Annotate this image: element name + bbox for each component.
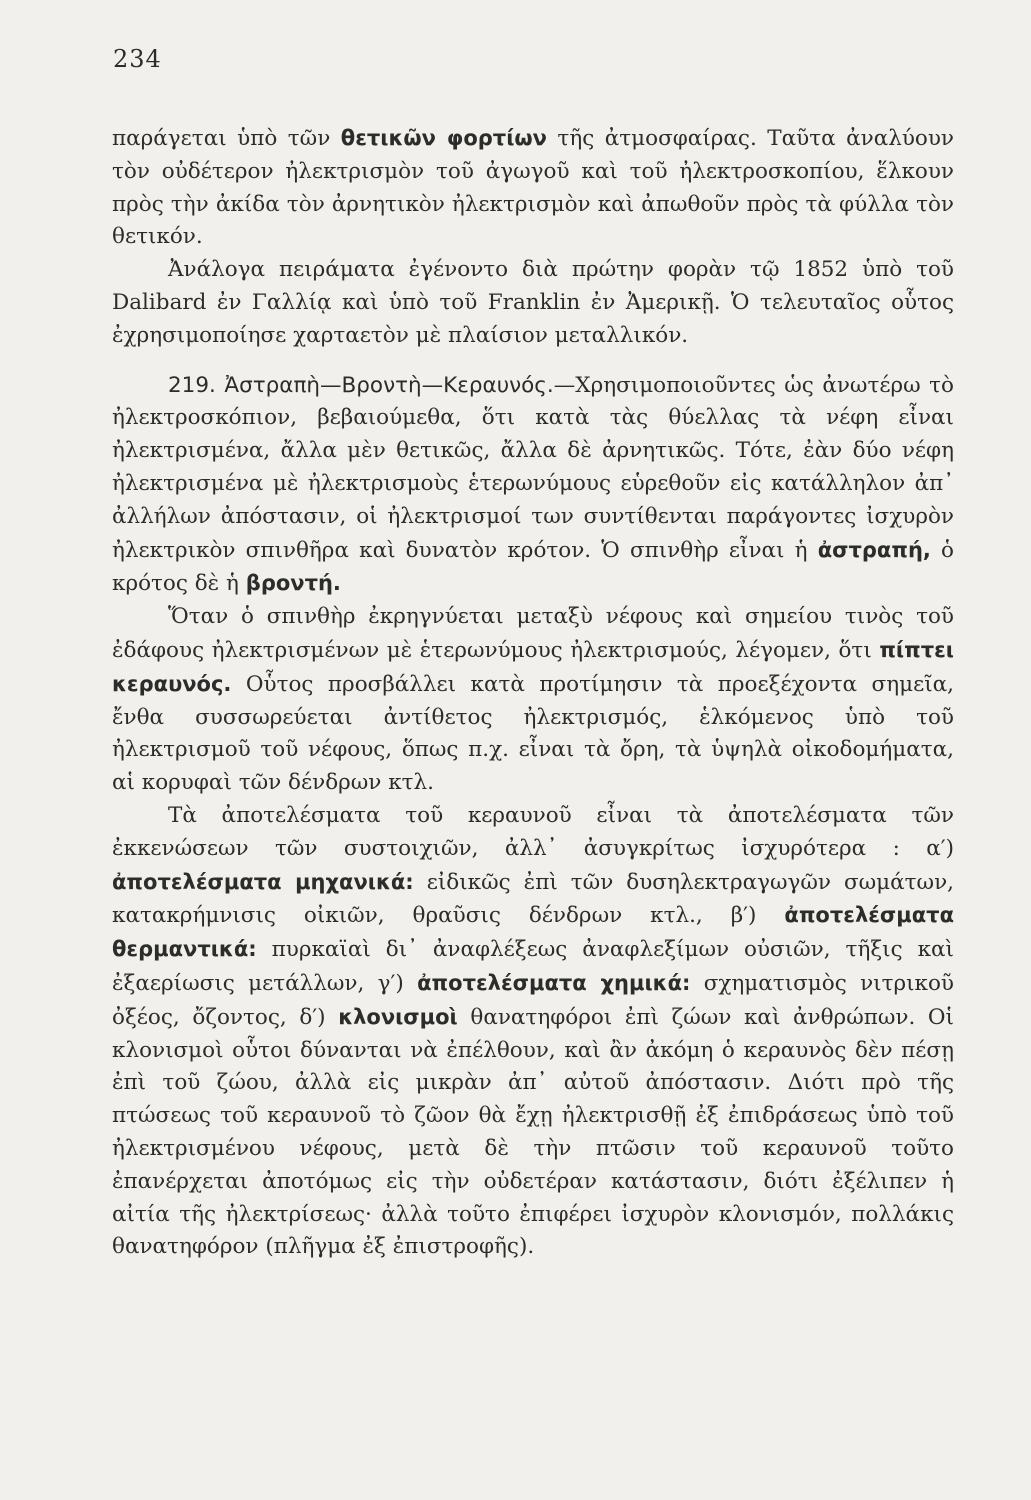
- p4-text-c: Οὗτος προσβάλλει κατὰ προτίμησιν τὰ προεξέχοντα σημεῖα, ἔνθα συσσωρεύεται ἀντίθετος ἠλεκτρισμός, ἑλκόμενος ὑπὸ τοῦ ἠλεκτρισμοῦ τοῦ νέφους, ὅπως π.χ. εἶναι τὰ ὄρη, τὰ ὑψηλὰ οἰκοδομήματα, αἱ κορυφαὶ τῶν δένδρων κτλ.: [112, 671, 954, 796]
- term-shocks: κλονισμοὶ: [338, 1004, 458, 1029]
- term-chemical-effects: ἀποτελέσματα χημικά:: [417, 970, 691, 995]
- p3-text-b: ὁ κρότος δὲ ἡ: [112, 537, 954, 597]
- p1-text-a: παράγεται ὑπὸ τῶν: [112, 126, 341, 151]
- p5-text-e: σχηματισμὸς νιτρικοῦ ὀξέος, ὄζοντος, δ′): [112, 970, 954, 1030]
- paragraph-thunderbolt: [112, 601, 954, 800]
- term-lightning: ἀστραπή,: [817, 537, 931, 562]
- p4-text-a: Ὅταν ὁ σπινθὴρ ἐκρηγνύεται μεταξὺ νέφους καὶ σημείου τινὸς τοῦ ἐδάφους ἠλεκτρισμένων μὲ ἑτερωνύμους ἠλεκτρισμούς, λέγομεν, ὅτι: [112, 604, 954, 663]
- p1-text-c: τῆς ἀτμοσφαίρας. Ταῦτα ἀναλύουν τὸν οὐδέτερον ἠλεκτρισμὸν τοῦ ἀγωγοῦ καὶ τοῦ ἠλεκτροσκοπίου, ἕλκουν πρὸς τὴν ἀκίδα τὸν ἀρνητικὸν ἠλεκτρισμὸν καὶ ἀπωθοῦν πρὸς τὰ φύλλα τὸν θετικόν.: [112, 126, 954, 250]
- term-thunderbolt-falls: πίπτει κεραυνός.: [112, 637, 954, 696]
- paragraph-effects: [112, 800, 954, 1264]
- term-thermal-effects: ἀποτελέσματα θερμαντικά:: [112, 903, 954, 962]
- p5-text-d: πυρκαϊαὶ δι᾽ ἀναφλέξεως ἀναφλεξίμων οὐσιῶν, τῆξις καὶ ἐξαερίωσις μετάλλων, γ′): [112, 937, 954, 996]
- term-mechanical-effects: ἀποτελέσματα μηχανικά:: [112, 869, 414, 894]
- p3-text-a: —Χρησιμοποιοῦντες ὡς ἀνωτέρω τὸ ἠλεκτροσκόπιον, βεβαιούμεθα, ὅτι κατὰ τὰς θύελλας τὰ νέφη εἶναι ἠλεκτρισμένα, ἄλλα μὲν θετικῶς, ἄλλα δὲ ἀρνητικῶς. Τότε, ἐὰν δύο νέφη ἠλεκτρισμένα μὲ ἠλεκτρισμοὺς ἑτερωνύμους εὑρεθοῦν εἰς κατάλληλον ἀπ᾽ ἀλλήλων ἀπόστασιν, οἱ ἠλεκτρισμοί των συντίθενται παράγοντες ἰσχυρὸν ἠλεκτρικὸν σπινθῆρα καὶ δυνατὸν κρότον. Ὁ σπινθὴρ εἶναι ἡ: [112, 372, 954, 563]
- section-heading: 219. Ἀστραπὴ—Βροντὴ—Κεραυνός.: [168, 372, 554, 398]
- section-219: [112, 370, 954, 602]
- paragraph-atmospheric-charges: [112, 122, 954, 254]
- p5-text-f: θανατηφόροι ἐπὶ ζώων καὶ ἀνθρώπων. Οἱ κλονισμοὶ οὗτοι δύνανται νὰ ἐπέλθουν, καὶ ἂν ἀκόμη ὁ κεραυνὸς δὲν πέσῃ ἐπὶ τοῦ ζώου, ἀλλὰ εἰς μικρὰν ἀπ᾽ αὐτοῦ ἀπόστασιν. Διότι πρὸ τῆς πτώσεως τοῦ κεραυνοῦ τὸ ζῶον θὰ ἔχῃ ἠλεκτρισθῇ ἐξ ἐπιδράσεως ὑπὸ τοῦ ἠλεκτρισμένου νέφους, μετὰ δὲ τὴν πτῶσιν τοῦ κεραυνοῦ τοῦτο ἐπανέρχεται ἀποτόμως εἰς τὴν οὐδετέραν κατάστασιν, διότι ἐξέλιπεν ἡ αἰτία τῆς ἠλεκτρίσεως· ἀλλὰ τοῦτο ἐπιφέρει ἰσχυρὸν κλονισμόν, πολλάκις θανατηφόρον (πλῆγμα ἐξ ἐπιστροφῆς).: [112, 1004, 954, 1260]
- term-positive-charges: θετικῶν φορτίων: [340, 126, 547, 150]
- p5-text-a: Τὰ ἀποτελέσματα τοῦ κεραυνοῦ εἶναι τὰ ἀποτελέσματα τῶν ἐκκενώσεων τῶν συστοιχιῶν, ἀλλ᾽ ἀσυγκρίτως ἰσχυρότερα : α′): [112, 802, 954, 861]
- body-text: [112, 122, 954, 1264]
- page-number: 234: [113, 45, 162, 73]
- paragraph-experiments-history: Ἀνάλογα πειράματα ἐγένοντο διὰ πρώτην φορὰν τῷ 1852 ὑπὸ τοῦ Dalibard ἐν Γαλλίᾳ καὶ ὑπὸ τοῦ Franklin ἐν Ἀμερικῇ. Ὁ τελευταῖος οὗτος ἐχρησιμοποίησε χαρταετὸν μὲ πλαίσιον μεταλλικόν.: [112, 257, 954, 348]
- p5-text-c: εἰδικῶς ἐπὶ τῶν δυσηλεκτραγωγῶν σωμάτων, κατακρήμνισις οἰκιῶν, θραῦσις δένδρων κτλ., β′): [112, 869, 954, 929]
- term-thunder: βροντή.: [245, 571, 341, 596]
